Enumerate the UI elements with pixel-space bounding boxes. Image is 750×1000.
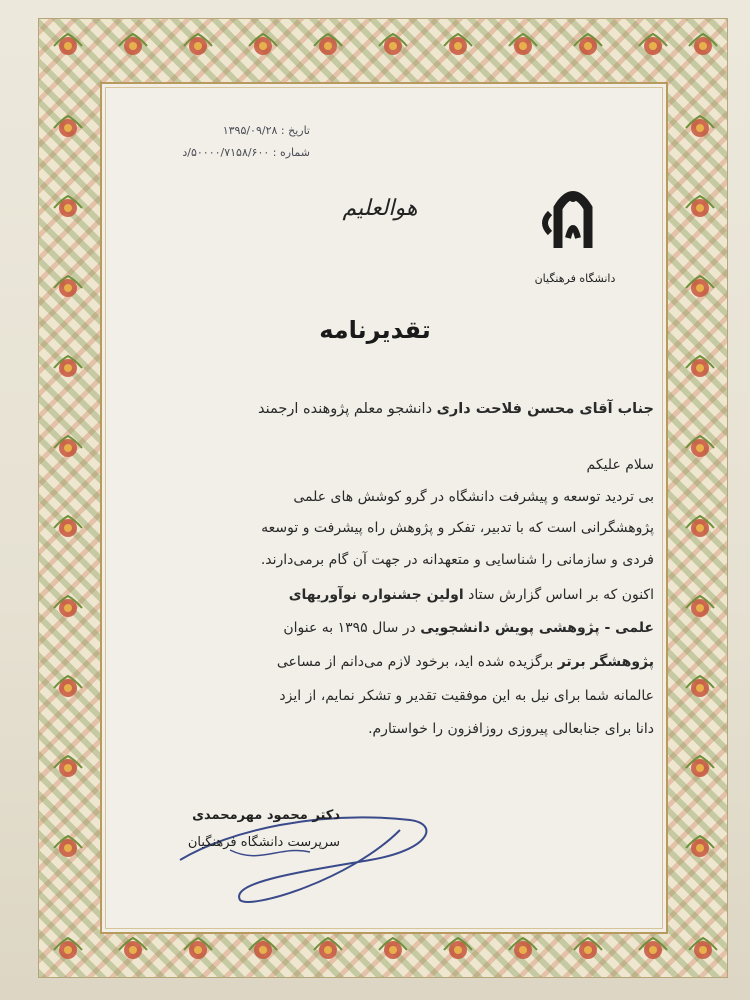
greeting: سلام علیکم	[586, 457, 654, 473]
body-line: فردی و سازمانی را شناسایی و متعهدانه در جهت آن گام برمی‌دارند.	[260, 552, 654, 568]
body-text: در سال ۱۳۹۵ به عنوان	[283, 620, 416, 636]
date-label: تاریخ :	[280, 124, 310, 137]
date-line	[150, 124, 310, 137]
addressee-title: دانشجو معلم پژوهنده ارجمند	[258, 401, 433, 417]
award-title: پژوهشگر برتر	[557, 654, 654, 670]
university-name: دانشگاه فرهنگیان	[534, 272, 616, 285]
body-text: اکنون که بر اساس گزارش ستاد	[468, 587, 654, 603]
page-title: تقدیرنامه	[319, 316, 431, 344]
body-line	[94, 620, 654, 636]
number-value: ۵۰۰۰۰/۷۱۵۸/۶۰۰/د	[182, 146, 270, 159]
body-line: عالمانه شما برای نیل به این موفقیت تقدیر و تشکر نمایم، از ایزد	[279, 688, 654, 704]
addressee-name: جناب آقای محسن فلاحت داری	[436, 401, 654, 417]
number-label: شماره :	[272, 146, 310, 159]
body-line: دانا برای جنابعالی پیروزی روزافزون را خواستارم.	[368, 721, 654, 737]
addressee-line	[94, 401, 654, 417]
body-text: برگزیده شده اید، برخود لازم می‌دانم از مساعی	[276, 654, 554, 670]
signatory-name: دکتر محمود مهرمحمدی	[192, 808, 340, 823]
number-line	[150, 146, 310, 159]
date-value: ۱۳۹۵/۰۹/۲۸	[222, 124, 278, 137]
festival-name-cont: علمی - پژوهشی پویش دانشجویی	[420, 620, 654, 636]
body-line	[94, 587, 654, 603]
festival-name: اولین جشنواره نوآوریهای	[288, 587, 464, 603]
body-line	[94, 654, 654, 670]
invocation-text: هوالعلیم	[342, 196, 418, 221]
body-line: پژوهشگرانی است که با تدبیر، تفکر و پژوهش راه پیشرفت و توسعه	[261, 520, 654, 536]
body-line: بی تردید توسعه و پیشرفت دانشگاه در گرو کوشش های علمی	[293, 489, 654, 505]
university-emblem-icon	[528, 178, 618, 258]
signatory-role: سرپرست دانشگاه فرهنگیان	[187, 835, 340, 850]
